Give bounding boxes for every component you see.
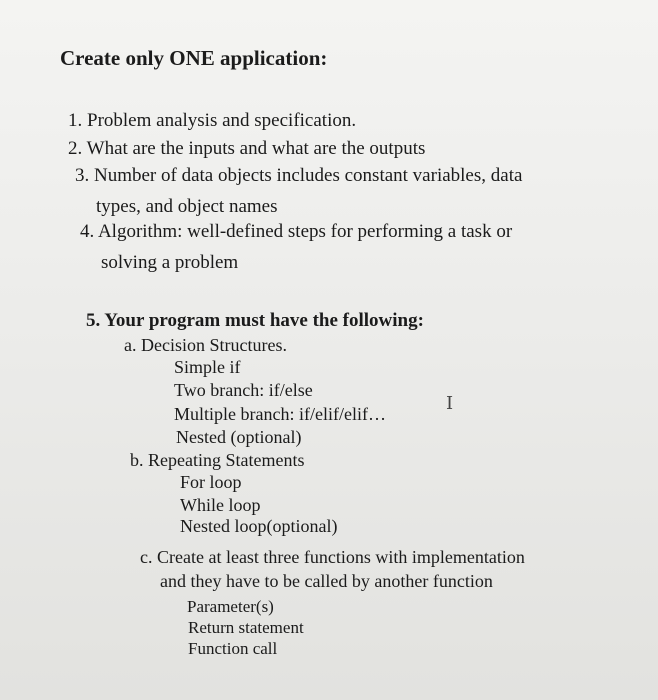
subsection-c-label-cont: and they have to be called by another function bbox=[160, 571, 493, 591]
function-item: Function call bbox=[188, 639, 278, 658]
list-item-3: 3. Number of data objects includes constant variables, data bbox=[75, 165, 523, 186]
list-item-1: 1. Problem analysis and specification. bbox=[68, 110, 357, 131]
list-item-2: 2. What are the inputs and what are the outputs bbox=[68, 138, 426, 159]
decision-item: Simple if bbox=[174, 357, 241, 377]
decision-item: Multiple branch: if/elif/elif… bbox=[174, 404, 386, 424]
list-item-4-cont: solving a problem bbox=[101, 252, 239, 273]
repeat-item: For loop bbox=[180, 472, 242, 492]
subsection-b-label: b. Repeating Statements bbox=[130, 450, 305, 470]
page-title: Create only ONE application: bbox=[60, 46, 328, 70]
list-item-3-cont: types, and object names bbox=[96, 196, 278, 217]
subsection-a-label: a. Decision Structures. bbox=[124, 335, 287, 355]
subsection-c-label: c. Create at least three functions with implementation bbox=[140, 547, 525, 567]
decision-item: Nested (optional) bbox=[176, 427, 302, 447]
function-item: Return statement bbox=[188, 618, 304, 637]
section-5-heading: 5. Your program must have the following: bbox=[86, 310, 424, 331]
list-item-4: 4. Algorithm: well-defined steps for performing a task or bbox=[80, 221, 513, 242]
decision-item: Two branch: if/else bbox=[174, 380, 313, 400]
function-item: Parameter(s) bbox=[187, 597, 274, 616]
text-cursor-icon: I bbox=[446, 393, 454, 414]
repeat-item: Nested loop(optional) bbox=[180, 516, 338, 536]
repeat-item: While loop bbox=[180, 495, 261, 515]
